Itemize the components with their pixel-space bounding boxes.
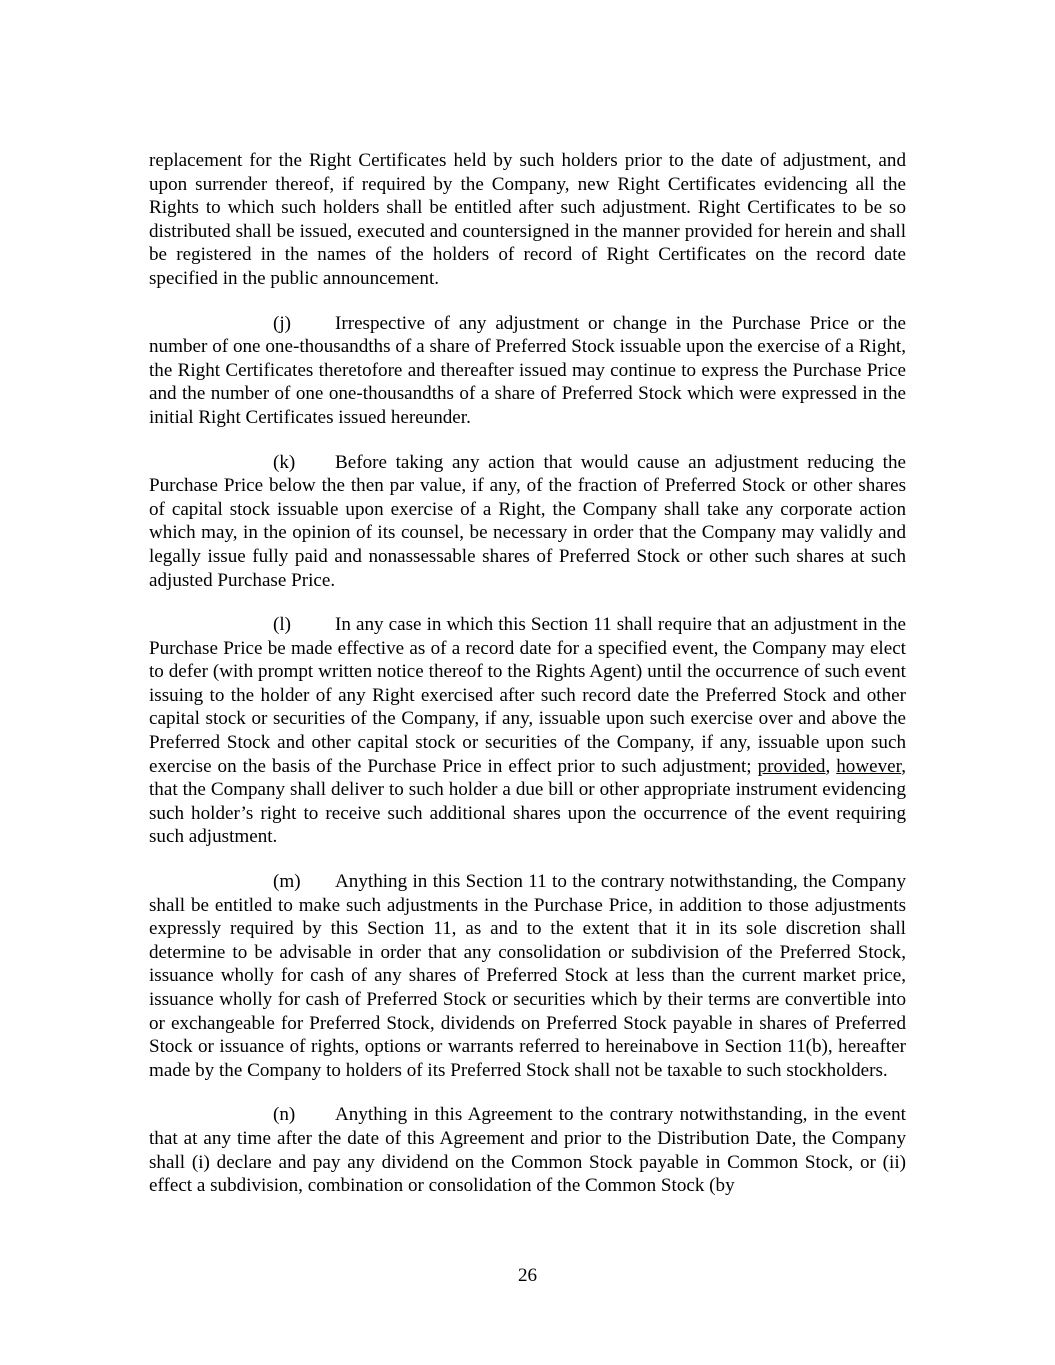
section-text-l-after: , that the Company shall deliver to such holder a due bill or other appropriate instrument evidencing such holder’s right to receive such additional shares upon the occurrence of the event requiring such adjustment. <box>149 755 907 848</box>
paragraph-j <box>149 312 906 430</box>
section-label-m: (m) <box>273 871 301 893</box>
section-text-l-before: In any case in which this Section 11 shall require that an adjustment in the Purchase Price be made effective as of a record date for a specified event, the Company may elect to defer (with prompt written notice thereof to the Rights Agent) until the occurrence of such event issuing to the holder of any Right exercised after such record date the Preferred Stock and other capital stock or securities of the Company, if any, issuable upon such exercise over and above the Preferred Stock and other capital stock or securities of the Company, if any, issuable upon such exercise on the basis of the Purchase Price in effect prior to such adjustment; <box>149 614 906 777</box>
section-label-n: (n) <box>273 1104 296 1126</box>
paragraph-continuation: replacement for the Right Certificates held by such holders prior to the date of adjustment, and upon surrender thereof, if required by the Company, new Right Certificates evidencing all the Rights to which such holders shall be entitled after such adjustment. Right Certificates to be so distributed shall be issued, executed and countersigned in the manner provided for herein and shall be registered in the names of the holders of record of Right Certificates on the record date specified in the public announcement. <box>149 150 906 289</box>
section-label-k: (k) <box>273 451 296 473</box>
section-text-l-separator: , <box>825 755 837 777</box>
underlined-term-however: however <box>836 755 902 777</box>
section-label-l: (l) <box>273 614 292 636</box>
section-text-j: Irrespective of any adjustment or change in the Purchase Price or the number of one one-thousandths of a share of Preferred Stock issuable upon the exercise of a Right, the Right Certificates theretofore and thereafter issued may continue to express the Purchase Price and the number of one one-thousandths of a share of Preferred Stock which were expressed in the initial Right Certificates issued hereunder. <box>149 312 906 428</box>
paragraph-k <box>149 451 906 593</box>
paragraph-n <box>149 1103 906 1197</box>
section-label-j: (j) <box>273 312 292 334</box>
paragraph-l <box>149 613 906 849</box>
underlined-term-provided: provided <box>757 755 826 777</box>
paragraph-m <box>149 870 906 1082</box>
section-text-m: Anything in this Section 11 to the contrary notwithstanding, the Company shall be entitled to make such adjustments in the Purchase Price, in addition to those adjustments expressly required by this Section 11, as and to the extent that it in its sole discretion shall determine to be advisable in order that any consolidation or subdivision of the Preferred Stock, issuance wholly for cash of any shares of Preferred Stock at less than the current market price, issuance wholly for cash of Preferred Stock or securities which by their terms are convertible into or exchangeable for Preferred Stock, dividends on Preferred Stock payable in shares of Preferred Stock or issuance of rights, options or warrants referred to hereinabove in Section 11(b), hereafter made by the Company to holders of its Preferred Stock shall not be taxable to such stockholders. <box>149 871 906 1081</box>
section-text-n: Anything in this Agreement to the contrary notwithstanding, in the event that at any time after the date of this Agreement and prior to the Distribution Date, the Company shall (i) declare and pay any dividend on the Common Stock payable in Common Stock, or (ii) effect a subdivision, combination or consolidation of the Common Stock (by <box>149 1104 906 1197</box>
document-page <box>149 149 906 1219</box>
page-number: 26 <box>517 1265 538 1286</box>
section-text-k: Before taking any action that would cause an adjustment reducing the Purchase Price below the then par value, if any, of the fraction of Preferred Stock or other shares of capital stock issuable upon exercise of a Right, the Company shall take any corporate action which may, in the opinion of its counsel, be necessary in order that the Company may validly and legally issue fully paid and nonassessable shares of Preferred Stock or other such shares at such adjusted Purchase Price. <box>149 451 906 591</box>
